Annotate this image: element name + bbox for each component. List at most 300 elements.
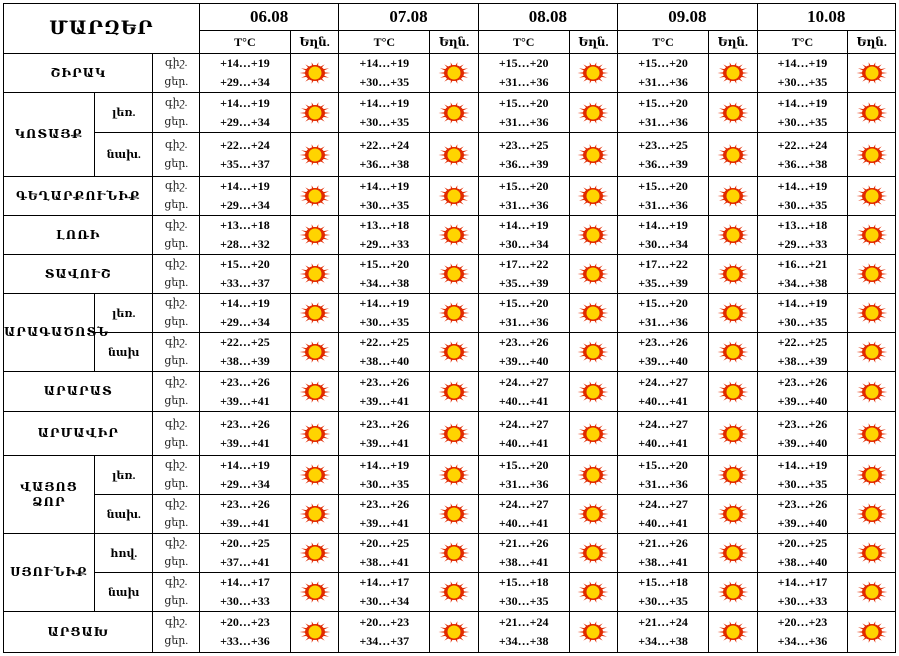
night-temperature: +21…+24 <box>638 615 688 629</box>
weather-cell <box>848 573 896 612</box>
temperature-cell <box>339 255 430 294</box>
sun-icon <box>298 143 332 167</box>
day-temperature: +35…+39 <box>498 276 549 290</box>
sun-icon <box>716 380 750 404</box>
day-label: ցեր. <box>164 76 189 88</box>
temperature-cell <box>618 255 709 294</box>
temperature-cell <box>757 133 848 177</box>
sun-icon <box>855 143 889 167</box>
sun-icon <box>298 301 332 325</box>
night-temperature: +22…+25 <box>359 335 410 349</box>
temperature-cell <box>199 333 290 372</box>
temperature-cell <box>339 573 430 612</box>
temperature-cell <box>618 534 709 573</box>
weather-cell <box>290 573 338 612</box>
weather-cell <box>709 412 757 456</box>
day-temperature: +38…+41 <box>638 555 688 569</box>
night-temperature: +23…+26 <box>359 497 410 511</box>
sun-icon <box>437 223 471 247</box>
night-temperature: +14…+19 <box>220 56 270 70</box>
weather-cell <box>430 294 478 333</box>
day-temperature: +37…+41 <box>220 555 270 569</box>
day-temperature: +30…+35 <box>359 315 410 329</box>
day-temperature: +40…+41 <box>498 516 549 530</box>
temperature-cell <box>199 456 290 495</box>
night-temperature: +20…+23 <box>777 615 828 629</box>
day-temperature: +36…+38 <box>359 156 410 171</box>
night-label: գիշ. <box>164 459 188 471</box>
temperature-cell <box>339 534 430 573</box>
day-temperature: +34…+38 <box>638 634 688 648</box>
night-temperature: +14…+19 <box>638 218 688 232</box>
day-label: ցեր. <box>164 238 189 250</box>
sun-icon <box>576 580 610 604</box>
weather-cell <box>848 333 896 372</box>
weather-cell <box>430 177 478 216</box>
sun-icon <box>437 143 471 167</box>
temperature-cell <box>757 294 848 333</box>
day-temperature: +34…+38 <box>777 276 828 290</box>
temperature-cell <box>478 372 569 412</box>
temperature-cell <box>199 177 290 216</box>
day-night-labels <box>153 372 199 412</box>
night-temperature: +15…+20 <box>498 95 549 110</box>
region-name: ԳԵՂԱՐՔՈՒՆԻՔ <box>4 177 153 216</box>
temperature-cell <box>199 216 290 255</box>
night-temperature: +13…+18 <box>777 218 828 232</box>
day-night-labels <box>153 54 199 93</box>
night-temperature: +20…+23 <box>220 615 270 629</box>
temperature-cell <box>199 412 290 456</box>
sun-icon <box>855 61 889 85</box>
sun-icon <box>576 340 610 364</box>
day-label: ցեր. <box>164 115 189 128</box>
temperature-cell <box>339 612 430 653</box>
day-temperature: +30…+33 <box>220 594 270 608</box>
night-temperature: +16…+21 <box>777 257 828 271</box>
night-temperature: +15…+20 <box>638 179 688 193</box>
temperature-cell <box>618 216 709 255</box>
weather-cell <box>569 133 617 177</box>
subregion-name: նախ. <box>94 495 153 534</box>
weather-cell <box>709 93 757 133</box>
day-temperature: +29…+34 <box>220 114 270 129</box>
night-temperature: +23…+26 <box>777 374 828 389</box>
weather-cell <box>290 612 338 653</box>
weather-cell <box>290 255 338 294</box>
day-night-labels <box>153 216 199 255</box>
day-label: ցեր. <box>164 478 189 490</box>
weather-cell <box>709 177 757 216</box>
day-night-labels <box>153 412 199 456</box>
weather-cell <box>848 93 896 133</box>
weather-cell <box>848 54 896 93</box>
night-temperature: +14…+19 <box>498 218 549 232</box>
day-label: ցեր. <box>164 595 189 607</box>
night-temperature: +22…+24 <box>220 137 270 152</box>
sun-icon <box>855 184 889 208</box>
day-label: ցեր. <box>164 355 189 367</box>
weather-cell <box>290 456 338 495</box>
night-temperature: +22…+24 <box>359 137 410 152</box>
day-temperature: +29…+33 <box>777 237 828 251</box>
day-temperature: +30…+35 <box>359 477 410 491</box>
temperature-cell <box>757 177 848 216</box>
day-night-labels <box>153 294 199 333</box>
day-temperature: +38…+39 <box>777 354 828 368</box>
night-temperature: +23…+26 <box>638 335 688 349</box>
weather-cell <box>430 412 478 456</box>
day-temperature: +28…+32 <box>220 237 270 251</box>
weather-cell <box>709 456 757 495</box>
night-temperature: +23…+26 <box>220 416 270 431</box>
day-temperature: +33…+36 <box>220 634 270 648</box>
region-row <box>4 216 896 255</box>
night-temperature: +15…+20 <box>498 179 549 193</box>
weather-cell <box>848 294 896 333</box>
sun-icon <box>716 101 750 125</box>
day-night-labels <box>153 255 199 294</box>
day-label: ցեր. <box>164 277 189 289</box>
sun-icon <box>716 301 750 325</box>
night-temperature: +13…+18 <box>220 218 270 232</box>
date-header: 10.08 <box>757 4 895 31</box>
temperature-cell <box>339 456 430 495</box>
sun-icon <box>576 463 610 487</box>
sun-icon <box>855 340 889 364</box>
date-header: 07.08 <box>339 4 478 31</box>
sun-icon <box>437 184 471 208</box>
sun-icon <box>716 340 750 364</box>
day-temperature: +30…+35 <box>777 477 828 491</box>
weather-cell <box>569 412 617 456</box>
weather-cell <box>290 54 338 93</box>
weather-cell <box>709 372 757 412</box>
region-row <box>4 333 896 372</box>
day-temperature: +34…+37 <box>359 634 410 648</box>
temperature-cell <box>618 456 709 495</box>
sun-icon <box>437 620 471 644</box>
weather-cell <box>569 495 617 534</box>
night-temperature: +14…+19 <box>359 296 410 310</box>
day-temperature: +39…+41 <box>359 516 410 530</box>
temperature-cell <box>618 573 709 612</box>
temperature-cell <box>199 372 290 412</box>
night-temperature: +14…+19 <box>777 179 828 193</box>
night-label: գիշ. <box>164 180 188 192</box>
region-row <box>4 177 896 216</box>
day-temperature: +30…+35 <box>498 594 549 608</box>
night-label: գիշ. <box>164 576 188 588</box>
weather-cell <box>709 216 757 255</box>
night-label: գիշ. <box>164 498 188 510</box>
night-temperature: +14…+19 <box>777 95 828 110</box>
day-temperature: +30…+35 <box>359 114 410 129</box>
night-temperature: +15…+18 <box>498 575 549 589</box>
night-temperature: +23…+26 <box>777 416 828 431</box>
night-temperature: +24…+27 <box>498 374 549 389</box>
temperature-cell <box>618 612 709 653</box>
day-temperature: +36…+39 <box>498 156 549 171</box>
temperature-cell <box>199 255 290 294</box>
sun-icon <box>576 143 610 167</box>
sun-icon <box>437 101 471 125</box>
temperature-cell <box>618 54 709 93</box>
day-temperature: +30…+33 <box>777 594 828 608</box>
weather-cell <box>709 333 757 372</box>
day-temperature: +31…+36 <box>498 114 549 129</box>
temperature-cell <box>478 534 569 573</box>
sun-icon <box>716 223 750 247</box>
region-name: ՏԱՎՈՒՇ <box>4 255 153 294</box>
night-temperature: +14…+19 <box>359 458 410 472</box>
day-night-labels <box>153 573 199 612</box>
sun-icon <box>437 262 471 286</box>
dates-header-row <box>4 4 896 31</box>
day-temperature: +30…+34 <box>359 594 410 608</box>
day-night-labels <box>153 333 199 372</box>
day-label: ցեր. <box>164 556 189 568</box>
day-night-labels <box>153 456 199 495</box>
temperature-cell <box>618 333 709 372</box>
day-temperature: +30…+35 <box>359 75 410 89</box>
day-label: ցեր. <box>164 517 189 529</box>
night-temperature: +14…+19 <box>359 179 410 193</box>
day-temperature: +31…+36 <box>498 75 549 89</box>
sun-icon <box>437 580 471 604</box>
day-temperature: +39…+41 <box>220 435 270 450</box>
day-temperature: +29…+34 <box>220 477 270 491</box>
region-name: ՍՅՈՒՆԻՔ <box>4 534 95 612</box>
weather-cell <box>569 372 617 412</box>
night-temperature: +20…+25 <box>777 536 828 550</box>
weather-cell <box>290 133 338 177</box>
date-header: 08.08 <box>478 4 617 31</box>
day-temperature: +31…+36 <box>638 114 688 129</box>
weather-cell <box>709 573 757 612</box>
night-label: գիշ. <box>164 219 188 231</box>
sun-icon <box>298 422 332 446</box>
weather-cell <box>848 177 896 216</box>
weather-cell <box>709 495 757 534</box>
day-temperature: +39…+41 <box>220 516 270 530</box>
temperature-cell <box>757 216 848 255</box>
day-label: ցեր. <box>164 635 189 647</box>
sun-icon <box>298 541 332 565</box>
sun-icon <box>437 380 471 404</box>
night-temperature: +24…+27 <box>638 497 688 511</box>
weather-cell <box>709 612 757 653</box>
weather-cell <box>569 534 617 573</box>
night-temperature: +14…+17 <box>777 575 828 589</box>
night-temperature: +24…+27 <box>638 416 688 431</box>
night-temperature: +21…+26 <box>638 536 688 550</box>
temperature-cell <box>199 133 290 177</box>
day-night-labels <box>153 612 199 653</box>
temperature-cell <box>618 93 709 133</box>
region-row <box>4 372 896 412</box>
regions-header: ՄԱՐԶԵՐ <box>4 4 200 54</box>
sun-icon <box>437 541 471 565</box>
temperature-cell <box>478 456 569 495</box>
night-temperature: +22…+25 <box>220 335 270 349</box>
temperature-cell <box>757 333 848 372</box>
weather-cell <box>430 372 478 412</box>
day-temperature: +40…+41 <box>498 393 549 408</box>
temperature-cell <box>478 177 569 216</box>
temperature-cell <box>618 294 709 333</box>
sun-icon <box>298 184 332 208</box>
sun-icon <box>576 262 610 286</box>
weather-cell <box>430 255 478 294</box>
sun-icon <box>576 422 610 446</box>
day-temperature: +38…+41 <box>498 555 549 569</box>
temperature-cell <box>478 216 569 255</box>
day-temperature: +34…+38 <box>498 634 549 648</box>
sun-icon <box>855 223 889 247</box>
day-temperature: +31…+36 <box>498 315 549 329</box>
day-temperature: +30…+35 <box>359 198 410 212</box>
day-night-labels <box>153 177 199 216</box>
night-temperature: +20…+25 <box>220 536 270 550</box>
sun-icon <box>716 262 750 286</box>
day-temperature: +29…+33 <box>359 237 410 251</box>
temperature-cell <box>618 177 709 216</box>
temperature-cell <box>199 495 290 534</box>
weather-cell <box>848 216 896 255</box>
day-temperature: +39…+40 <box>498 354 549 368</box>
night-temperature: +23…+26 <box>220 374 270 389</box>
temperature-cell <box>339 216 430 255</box>
region-name: ԱՐՄԱՎԻՐ <box>4 412 153 456</box>
sun-icon <box>298 580 332 604</box>
temperature-cell <box>478 294 569 333</box>
sun-icon <box>716 422 750 446</box>
weather-cell <box>290 333 338 372</box>
weather-cell <box>569 177 617 216</box>
sun-icon <box>437 422 471 446</box>
sun-icon <box>855 502 889 526</box>
temperature-cell <box>478 255 569 294</box>
weather-cell <box>848 495 896 534</box>
subregion-name: հով. <box>94 534 153 573</box>
day-temperature: +30…+34 <box>498 237 549 251</box>
region-row <box>4 412 896 456</box>
sun-icon <box>437 340 471 364</box>
region-name: ԿՈՏԱՅՔ <box>4 93 95 177</box>
sun-icon <box>855 301 889 325</box>
day-temperature: +39…+41 <box>359 435 410 450</box>
subregion-name: լեռ. <box>94 93 153 133</box>
region-row <box>4 456 896 495</box>
region-row <box>4 612 896 653</box>
weather-cell <box>430 93 478 133</box>
night-temperature: +15…+20 <box>220 257 270 271</box>
day-temperature: +39…+41 <box>220 393 270 408</box>
temperature-cell <box>199 534 290 573</box>
temperature-cell <box>199 93 290 133</box>
sun-icon <box>576 184 610 208</box>
sun-icon <box>855 101 889 125</box>
day-temperature: +34…+36 <box>777 634 828 648</box>
sun-icon <box>855 541 889 565</box>
subregion-name: նախ. <box>94 133 153 177</box>
night-temperature: +15…+20 <box>498 296 549 310</box>
temp-column-header: T°C <box>478 31 569 54</box>
night-temperature: +23…+25 <box>498 137 549 152</box>
temperature-cell <box>478 54 569 93</box>
temperature-cell <box>199 54 290 93</box>
weather-cell <box>569 93 617 133</box>
day-label: ցեր. <box>164 157 189 170</box>
day-temperature: +31…+36 <box>638 198 688 212</box>
weather-cell <box>430 612 478 653</box>
sun-icon <box>716 502 750 526</box>
day-temperature: +40…+41 <box>638 435 688 450</box>
temperature-cell <box>339 133 430 177</box>
sun-icon <box>298 380 332 404</box>
day-night-labels <box>153 534 199 573</box>
weather-cell <box>430 573 478 612</box>
temperature-cell <box>757 372 848 412</box>
day-temperature: +38…+41 <box>359 555 410 569</box>
temp-column-header: T°C <box>618 31 709 54</box>
night-label: գիշ. <box>164 375 188 388</box>
sun-icon <box>716 143 750 167</box>
weather-cell <box>709 255 757 294</box>
sun-icon <box>716 463 750 487</box>
weather-cell <box>848 412 896 456</box>
sun-icon <box>437 301 471 325</box>
day-temperature: +31…+36 <box>498 198 549 212</box>
region-row <box>4 573 896 612</box>
night-temperature: +23…+25 <box>638 137 688 152</box>
day-temperature: +30…+35 <box>638 594 688 608</box>
night-temperature: +23…+26 <box>498 335 549 349</box>
day-night-labels <box>153 133 199 177</box>
day-temperature: +29…+34 <box>220 75 270 89</box>
region-row <box>4 93 896 133</box>
sun-icon <box>855 422 889 446</box>
sun-icon <box>298 463 332 487</box>
temperature-cell <box>339 372 430 412</box>
sun-icon <box>855 620 889 644</box>
date-header: 09.08 <box>618 4 757 31</box>
day-temperature: +33…+37 <box>220 276 270 290</box>
sun-icon <box>855 580 889 604</box>
temperature-cell <box>757 495 848 534</box>
weather-cell <box>430 216 478 255</box>
sun-icon <box>716 580 750 604</box>
sun-icon <box>298 223 332 247</box>
region-name: ԼՈՌԻ <box>4 216 153 255</box>
day-temperature: +38…+40 <box>777 555 828 569</box>
night-temperature: +15…+20 <box>638 56 688 70</box>
night-temperature: +14…+19 <box>220 95 270 110</box>
weather-cell <box>290 216 338 255</box>
day-temperature: +35…+37 <box>220 156 270 171</box>
night-temperature: +24…+27 <box>638 374 688 389</box>
weather-cell <box>709 54 757 93</box>
temperature-cell <box>757 93 848 133</box>
sun-icon <box>576 301 610 325</box>
day-temperature: +39…+40 <box>777 516 828 530</box>
sun-icon <box>576 620 610 644</box>
night-temperature: +20…+25 <box>359 536 410 550</box>
sun-icon <box>437 502 471 526</box>
day-temperature: +30…+35 <box>777 198 828 212</box>
night-temperature: +23…+26 <box>359 416 410 431</box>
